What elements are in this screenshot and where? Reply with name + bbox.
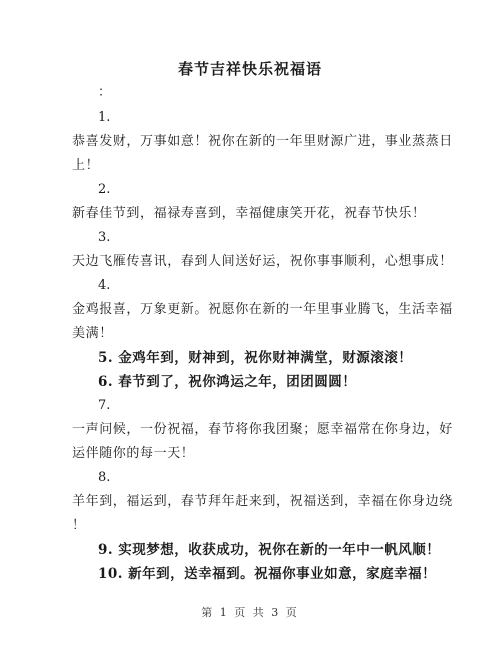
item-text-line: 美满！ (72, 326, 113, 341)
bold-item: 10. 新年到，送幸福到。祝福你事业如意，家庭幸福！ (98, 566, 437, 582)
item-number: 4. (98, 278, 111, 293)
item-text-line: 上！ (72, 158, 100, 173)
item-text-line: ！ (72, 518, 86, 533)
item-text-line: 一声问候，一份祝福，春节将你我团聚；愿幸福常在你身边，好 (72, 422, 453, 437)
item-text-line: 天边飞雁传喜讯，春到人间送好运，祝你事事顺利，心想事成！ (72, 254, 453, 269)
item-text-line: 运伴随你的每一天！ (72, 446, 195, 461)
item-text-line: 新春佳节到，福禄寿喜到，幸福健康笑开花，祝春节快乐！ (72, 206, 426, 221)
bold-item: 6. 春节到了，祝你鸿运之年，团团圆圆！ (98, 374, 357, 390)
bold-item: 5. 金鸡年到，财神到，祝你财神满堂，财源滚滚！ (98, 350, 413, 366)
page-footer: 第 1 页 共 3 页 (201, 606, 299, 619)
colon-mark: ： (98, 85, 112, 100)
item-number: 8. (98, 470, 111, 485)
item-number: 1. (98, 110, 111, 125)
item-number: 3. (98, 230, 111, 245)
bold-item: 9. 实现梦想，收获成功，祝你在新的一年中一帆风顺！ (98, 542, 441, 558)
item-text-line: 金鸡报喜，万象更新。祝愿你在新的一年里事业腾飞，生活幸福 (72, 302, 453, 317)
document-title: 春节吉祥快乐祝福语 (177, 60, 322, 78)
item-number: 2. (98, 182, 111, 197)
item-number: 7. (98, 398, 111, 413)
item-text-line: 恭喜发财，万事如意！祝你在新的一年里财源广进，事业蒸蒸日 (72, 134, 453, 149)
item-text-line: 羊年到，福运到，春节拜年赶来到，祝福送到，幸福在你身边绕 (72, 494, 453, 509)
